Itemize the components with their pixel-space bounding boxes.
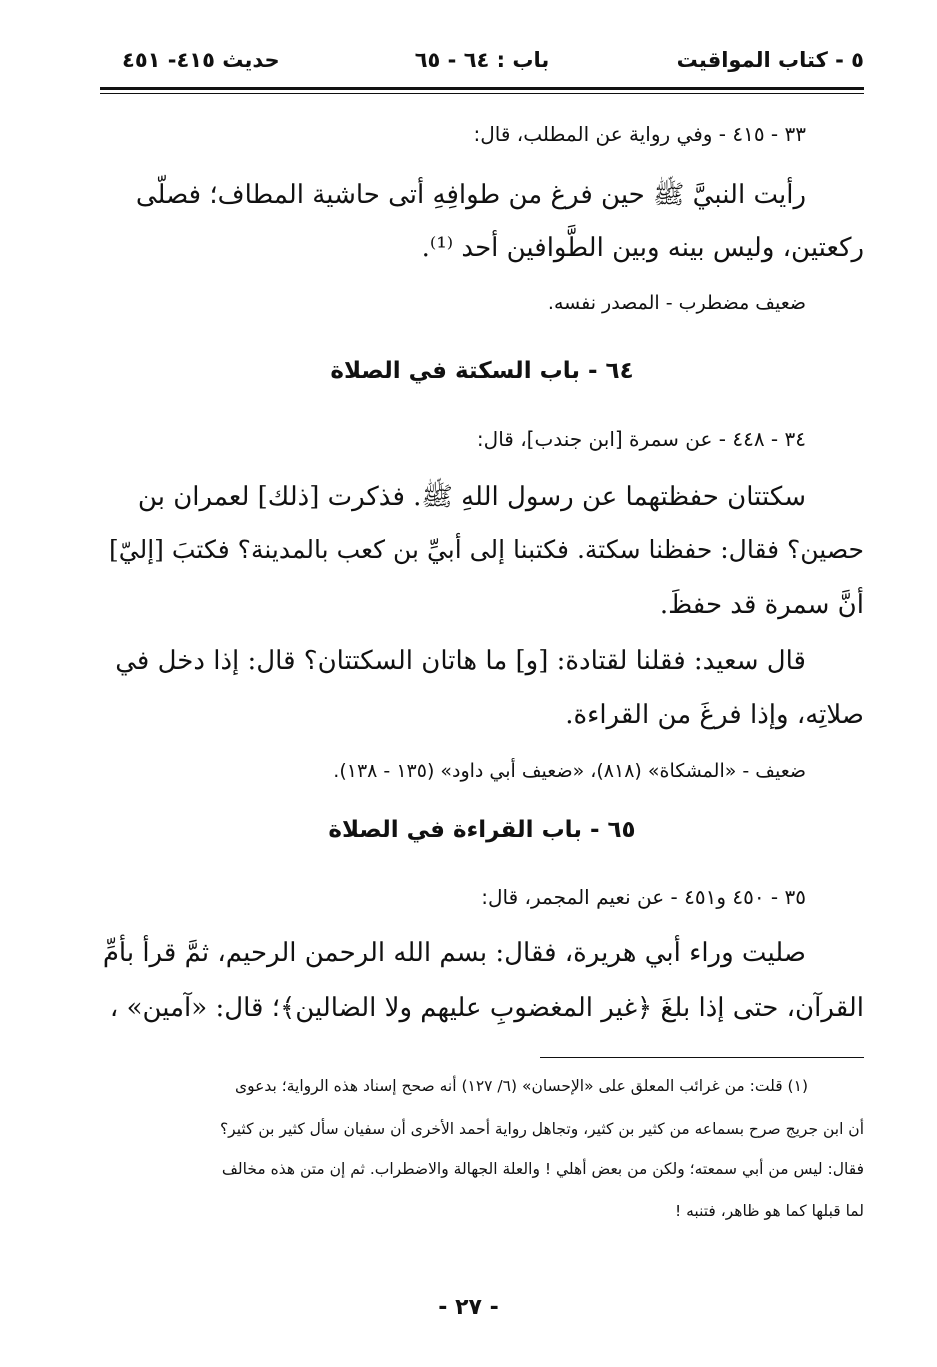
header-chapter: ٥ - كتاب المواقيت [676, 48, 864, 72]
entry-33-grade: ضعيف مضطرب - المصدر نفسه. [547, 292, 806, 314]
entry-35-text-line-2: القرآن، حتى إذا بلغَ ﴿غير المغضوبِ عليهم ولا الضالين﴾؛ قال: «آمين» ، [109, 993, 864, 1023]
entry-34-text-line-1: سكتتان حفظتهما عن رسول اللهِ ﷺ. فذكرت [ذلك] لعمران بن [137, 482, 806, 512]
header-rule-thin [100, 93, 864, 94]
entry-34-text-line-3: أنَّ سمرة قد حفظَ. [659, 590, 864, 620]
entry-35-text-line-1: صليت وراء أبي هريرة، فقال: بسم الله الرحمن الرحيم، ثمَّ قرأ بأمِّ [102, 938, 806, 968]
footnote-line-1: (١) قلت: من غرائب المعلق على «الإحسان» (٦/ ١٢٧) أنه صحح إسناد هذه الرواية؛ بدعوى [235, 1077, 808, 1095]
entry-34-text-line-2: حصين؟ فقال: حفظنا سكتة. فكتبنا إلى أبيِّ بن كعب بالمدينة؟ فكتبَ [إليّ] [109, 535, 864, 564]
footnote-line-2: أن ابن جريج صرح بسماعه من كثير بن كثير، وتجاهل رواية أحمد الأخرى أن سفيان سأل كثير بن كثير؟ [219, 1120, 864, 1138]
chapter-64-title: ٦٤ - باب السكتة في الصلاة [330, 358, 634, 384]
footnote-separator [540, 1057, 864, 1058]
entry-34-grade: ضعيف - «المشكاة» (٨١٨)، «ضعيف أبي داود» (١٣٥ - ١٣٨). [333, 760, 806, 782]
header-section: باب : ٦٤ - ٦٥ [414, 48, 550, 72]
footnote-line-4: لما قبلها كما هو ظاهر، فتنبه ! [674, 1202, 864, 1220]
entry-34-text-line-4: قال سعيد: فقلنا لقتادة: [و] ما هاتان السكتتان؟ قال: إذا دخل في [115, 646, 806, 676]
page-number: - ٢٧ - [438, 1295, 499, 1320]
header-hadith-range: حديث ٤١٥- ٤٥١ [122, 48, 280, 72]
footnote-line-3: فقال: ليس من أبي سمعته؛ ولكن من بعض أهلي ! والعلة الجهالة والاضطراب. ثم إن متن هذه مخالف [221, 1160, 864, 1178]
entry-34-text-line-5: صلاتِه، وإذا فرغَ من القراءة. [565, 700, 864, 730]
running-header [100, 40, 864, 86]
header-rule-thick [100, 87, 864, 90]
entry-35-number-line: ٣٥ - ٤٥٠ و٤٥١ - عن نعيم المجمر، قال: [481, 885, 806, 909]
chapter-65-title: ٦٥ - باب القراءة في الصلاة [328, 817, 636, 843]
entry-33-text-line-2: ركعتين، وليس بينه وبين الطَّوافين أحد ⁽¹⁾. [421, 233, 864, 263]
entry-33-text-line-1: رأيت النبيَّ ﷺ حين فرغ من طوافِهِ أتى حاشية المطاف؛ فصلّى [135, 180, 806, 210]
entry-33-number-line: ٣٣ - ٤١٥ - وفي رواية عن المطلب، قال: [473, 122, 806, 146]
entry-34-number-line: ٣٤ - ٤٤٨ - عن سمرة [ابن جندب]، قال: [476, 427, 806, 451]
